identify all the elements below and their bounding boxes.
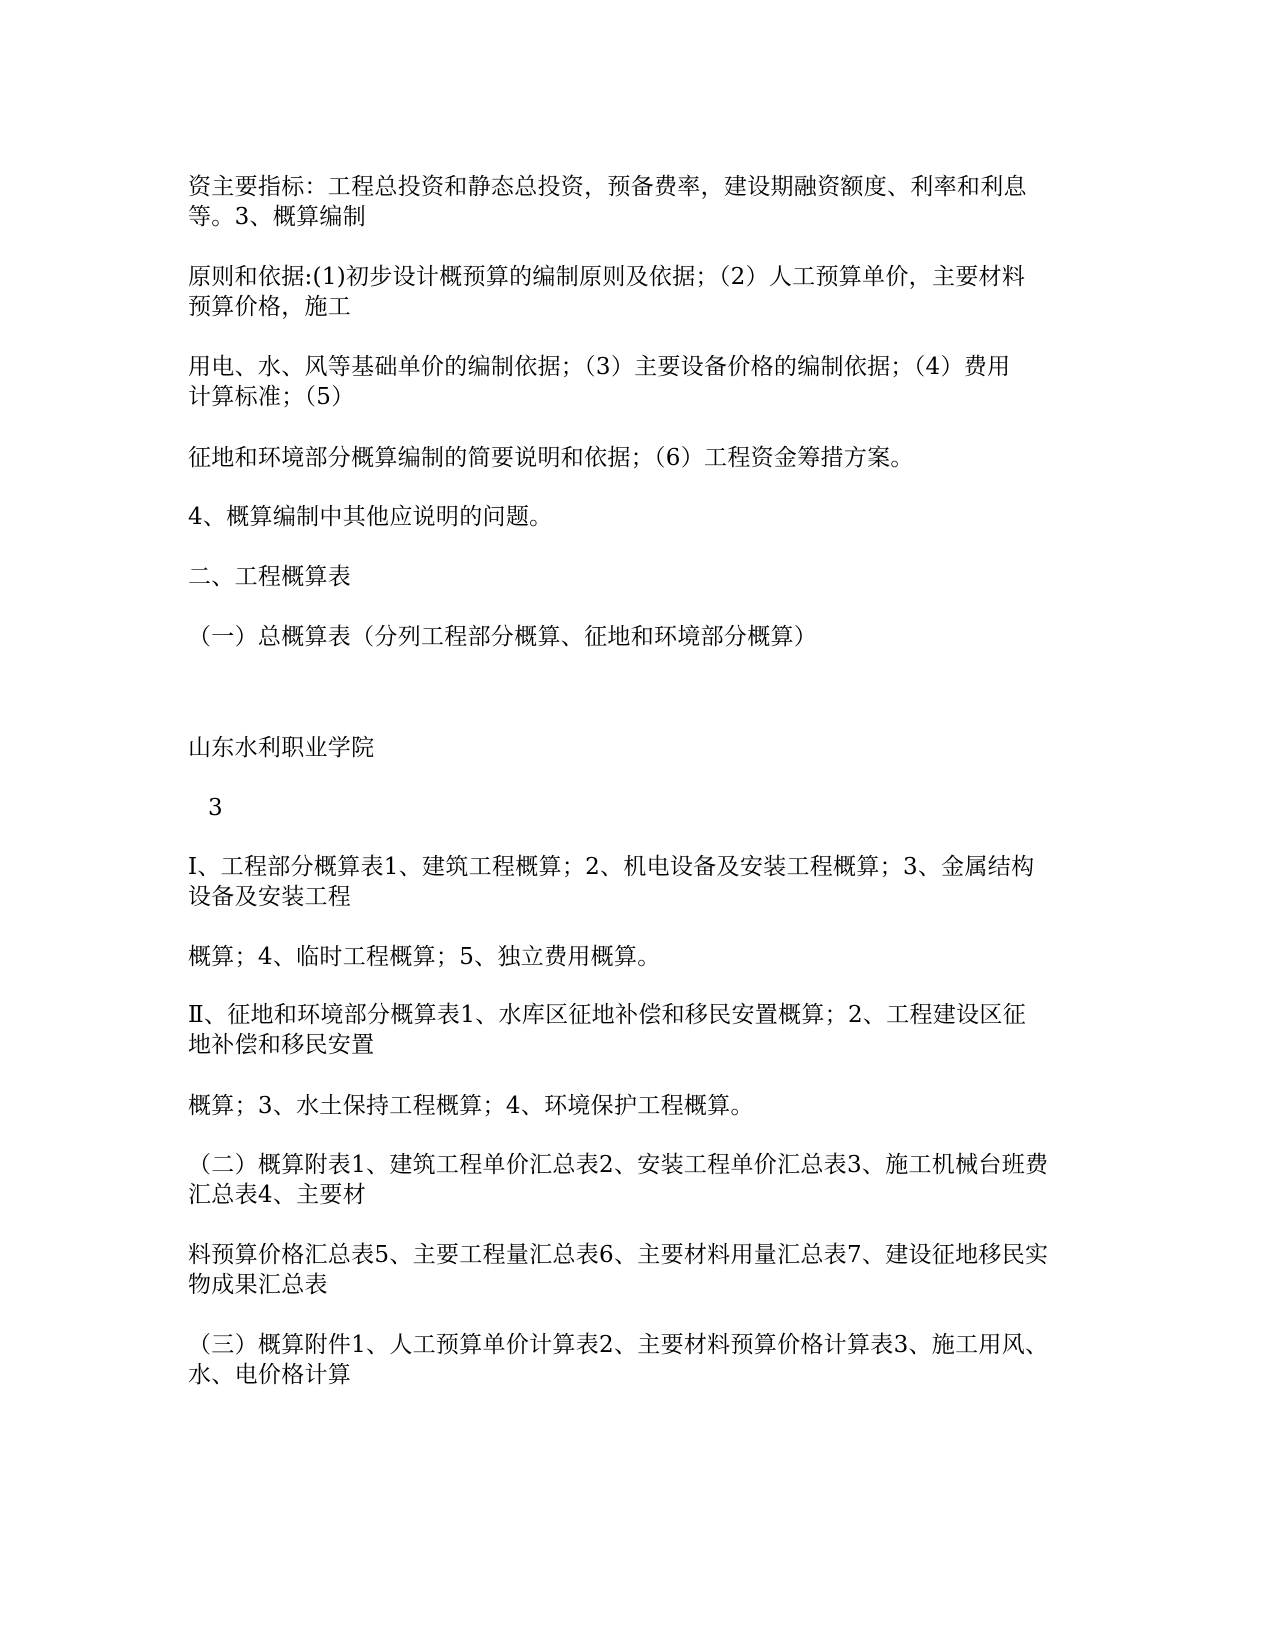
- paragraph-land-part-continued: [188, 1091, 1088, 1121]
- paragraph-engineering-part-tables: [188, 852, 1088, 912]
- text-line: 等。3、概算编制: [188, 204, 367, 230]
- paragraph-land-part-tables: [188, 1000, 1088, 1060]
- paragraph-appendix-tables: [188, 1150, 1088, 1210]
- subsection-heading-total-estimate: [188, 622, 1088, 652]
- text-line: 地补偿和移民安置: [188, 1032, 375, 1058]
- paragraph-basic-prices: [188, 352, 1088, 412]
- text-line: Ⅱ、征地和环境部分概算表1、水库区征地补偿和移民安置概算；2、工程建设区征: [188, 1002, 1026, 1028]
- text-line: 计算标准；（5）: [188, 384, 355, 410]
- paragraph-engineering-part-continued: [188, 942, 1088, 972]
- text-line: 汇总表4、主要材: [188, 1182, 367, 1208]
- text-line: Ⅰ、工程部分概算表1、建筑工程概算；2、机电设备及安装工程概算；3、金属结构: [188, 854, 1035, 880]
- text-line: 水、电价格计算: [188, 1362, 352, 1388]
- text-line: 征地和环境部分概算编制的简要说明和依据；（6）工程资金筹措方案。: [188, 445, 914, 471]
- page-number: [208, 793, 1108, 823]
- paragraph-other-issues: [188, 502, 1088, 532]
- text-line: 料预算价格汇总表5、主要工程量汇总表6、主要材料用量汇总表7、建设征地移民实: [188, 1242, 1049, 1268]
- text-line: 预算价格，施工: [188, 294, 352, 320]
- text-line: 资主要指标：工程总投资和静态总投资，预备费率，建设期融资额度、利率和利息: [188, 174, 1027, 200]
- text-line: 二、工程概算表: [188, 564, 352, 590]
- section-heading-estimate-tables: [188, 562, 1088, 592]
- text-line: （三）概算附件1、人工预算单价计算表2、主要材料预算价格计算表3、施工用风、: [188, 1332, 1049, 1358]
- text-line: 原则和依据:(1)初步设计概预算的编制原则及依据；（2）人工预算单价，主要材料: [188, 264, 1026, 290]
- paragraph-land-environment: [188, 443, 1088, 473]
- paragraph-appendix-tables-continued: [188, 1240, 1088, 1300]
- paragraph-attachments: [188, 1330, 1088, 1390]
- text-line: 3: [208, 795, 223, 821]
- paragraph-investment-indicators: [188, 172, 1088, 232]
- text-line: 用电、水、风等基础单价的编制依据；（3）主要设备价格的编制依据；（4）费用: [188, 354, 1011, 380]
- text-line: 4、概算编制中其他应说明的问题。: [188, 504, 553, 530]
- paragraph-principles: [188, 262, 1088, 322]
- text-line: 物成果汇总表: [188, 1272, 328, 1298]
- text-line: 概算；3、水土保持工程概算；4、环境保护工程概算。: [188, 1093, 754, 1119]
- text-line: 设备及安装工程: [188, 884, 352, 910]
- text-line: 山东水利职业学院: [188, 735, 375, 761]
- text-line: 概算；4、临时工程概算；5、独立费用概算。: [188, 944, 661, 970]
- page-footer-institution: [188, 733, 1088, 763]
- text-line: （一）总概算表（分列工程部分概算、征地和环境部分概算）: [188, 624, 818, 650]
- text-line: （二）概算附表1、建筑工程单价汇总表2、安装工程单价汇总表3、施工机械台班费: [188, 1152, 1049, 1178]
